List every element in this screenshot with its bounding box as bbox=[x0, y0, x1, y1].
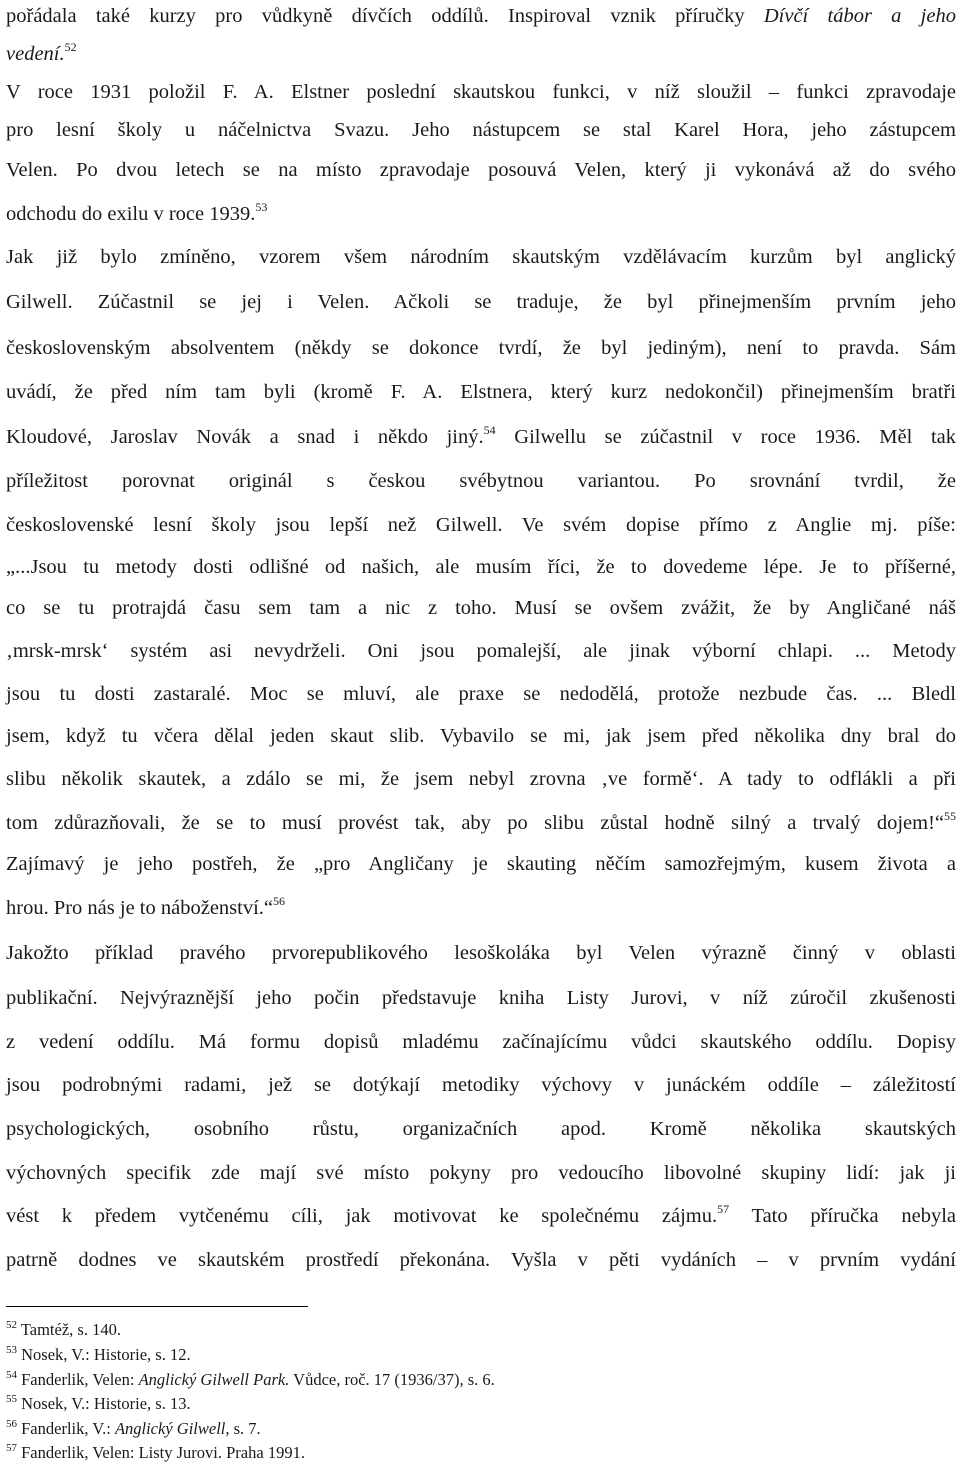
footnote-number: 55 bbox=[6, 1393, 17, 1405]
text-run: Gilwell. Zúčastnil se jej i Velen. Ačkoli se traduje, že byl přinejmenším prvním jeho bbox=[6, 291, 956, 313]
body-line bbox=[6, 116, 956, 144]
footnote-number: 52 bbox=[6, 1319, 17, 1331]
footnote-text: Fanderlik, Velen: bbox=[17, 1370, 139, 1389]
text-run: „...Jsou tu metody dosti odlišné od našich, ale musím říci, že to dovedeme lépe. Je to příšerné, bbox=[6, 556, 956, 578]
body-line bbox=[6, 1071, 956, 1099]
text-run: Gilwellu se zúčastnil v roce 1936. Měl tak bbox=[495, 426, 956, 448]
body-line bbox=[6, 594, 956, 622]
text-run: z vedení oddílu. Má formu dopisů mladému začínajícímu vůdci skautského oddílu. Dopisy bbox=[6, 1031, 956, 1053]
footnote-ref: 52 bbox=[64, 40, 77, 54]
footnote-item bbox=[6, 1394, 906, 1414]
text-run: slibu několik skautek, a zdálo se mi, že jsem nebyl zrovna ‚ve formě‘. A tady to odflákli a při bbox=[6, 768, 956, 790]
body-line bbox=[6, 1115, 956, 1143]
footnote-ref: 57 bbox=[717, 1202, 730, 1216]
text-run: uvádí, že před ním tam byli (kromě F. A. Elstnera, který kurz nedokončil) přinejmenším bratři bbox=[6, 381, 956, 403]
body-line bbox=[6, 553, 956, 581]
footnote-text: Fanderlik, V.: bbox=[17, 1419, 115, 1438]
footnote-item bbox=[6, 1443, 906, 1463]
footnote-text: Fanderlik, Velen: Listy Jurovi. Praha 1991. bbox=[17, 1443, 305, 1462]
text-run: československým absolventem (někdy se dokonce tvrdí, že byl jediným), není to pravda. Sám bbox=[6, 337, 956, 359]
body-line bbox=[6, 722, 956, 750]
text-run: pořádala také kurzy pro vůdkyně dívčích oddílů. Inspiroval vznik příručky bbox=[6, 5, 764, 27]
italic-text: Dívčí tábor a jeho bbox=[763, 5, 956, 27]
footnote-ref: 54 bbox=[483, 423, 496, 437]
footnote-item bbox=[6, 1320, 906, 1340]
footnote-item bbox=[6, 1370, 906, 1390]
text-run: co se tu protrajdá času sem tam a nic z toho. Musí se ovšem zvážit, že by Angličané náš bbox=[6, 597, 956, 619]
footnote-number: 56 bbox=[6, 1418, 17, 1430]
text-run: patrně dodnes ve skautském prostředí překonána. Vyšla v pěti vydáních – v prvním vydání bbox=[6, 1249, 956, 1271]
italic-text: Anglický Gilwell Park. bbox=[138, 1370, 290, 1389]
footnote-text: Tamtéž, s. 140. bbox=[17, 1320, 121, 1339]
body-line bbox=[6, 850, 956, 878]
footnote-ref: 55 bbox=[944, 809, 956, 823]
footnote-text: , s. 7. bbox=[225, 1419, 261, 1438]
body-line bbox=[6, 78, 956, 106]
body-line bbox=[6, 156, 956, 184]
text-run: tom zdůrazňovali, že se to musí provést tak, aby po slibu zůstal hodně silný a trvalý dojem!“ bbox=[6, 812, 944, 834]
text-run: ‚mrsk-mrsk‘ systém asi nevydrželi. Oni jsou pomalejší, ale jinak výborní chlapi. ... Metody bbox=[6, 640, 956, 662]
text-run: V roce 1931 položil F. A. Elstner poslední skautskou funkci, v níž sloužil – funkci zpravodaje bbox=[6, 81, 956, 103]
body-line bbox=[6, 423, 956, 451]
footnote-text: Nosek, V.: Historie, s. 12. bbox=[17, 1345, 191, 1364]
body-line bbox=[6, 40, 956, 68]
footnote-number: 57 bbox=[6, 1442, 17, 1454]
body-line bbox=[6, 378, 956, 406]
text-run: odchodu do exilu v roce 1939. bbox=[6, 203, 256, 225]
body-line bbox=[6, 288, 956, 316]
body-line bbox=[6, 1246, 956, 1274]
text-run: psychologických, osobního růstu, organizačních apod. Kromě několika skautských bbox=[6, 1118, 956, 1140]
text-run: příležitost porovnat originál s českou svébytnou variantou. Po srovnání tvrdil, že bbox=[6, 470, 956, 492]
footnote-ref: 56 bbox=[273, 894, 286, 908]
italic-text: vedení. bbox=[6, 43, 65, 65]
text-run: jsou tu dosti zastaralé. Moc se mluví, ale praxe se nedodělá, protože nezbude čas. ... Bledl bbox=[6, 683, 956, 705]
text-run: vést k předem vytčenému cíli, jak motivovat ke společnému zájmu. bbox=[6, 1205, 718, 1227]
text-run: Kloudové, Jaroslav Novák a snad i někdo jiný. bbox=[6, 426, 484, 448]
footnote-item bbox=[6, 1419, 906, 1439]
text-run: Jakožto příklad pravého prvorepublikového lesoškoláka byl Velen výrazně činný v oblasti bbox=[6, 942, 956, 964]
body-line bbox=[6, 939, 956, 967]
italic-text: Anglický Gilwell bbox=[114, 1419, 226, 1438]
text-run: jsem, když tu včera dělal jeden skaut slib. Vybavilo se mi, jak jsem před několika dny bral do bbox=[6, 725, 956, 747]
footnote-number: 53 bbox=[6, 1344, 17, 1356]
footnote-ref: 53 bbox=[255, 200, 268, 214]
text-run: Zajímavý je jeho postřeh, že „pro Angličany je skauting něčím samozřejmým, kusem života a bbox=[6, 853, 956, 875]
text-run: Jak již bylo zmíněno, vzorem všem národním skautským vzdělávacím kurzům byl anglický bbox=[6, 246, 956, 268]
body-line bbox=[6, 1202, 956, 1230]
body-line bbox=[6, 765, 956, 793]
footnote-number: 54 bbox=[6, 1369, 17, 1381]
body-line bbox=[6, 680, 956, 708]
body-line bbox=[6, 467, 956, 495]
text-run: výchovných specifik zde mají své místo pokyny pro vedoucího libovolné skupiny lidí: jak ji bbox=[6, 1162, 956, 1184]
text-run: Velen. Po dvou letech se na místo zpravodaje posouvá Velen, který ji vykonává až do svého bbox=[6, 159, 956, 181]
text-run: pro lesní školy u náčelnictva Svazu. Jeho nástupcem se stal Karel Hora, jeho zástupcem bbox=[6, 119, 956, 141]
text-run: jsou podrobnými radami, jež se dotýkají metodiky výchovy v junáckém oddíle – záležitostí bbox=[6, 1074, 956, 1096]
body-line bbox=[6, 2, 956, 30]
body-line bbox=[6, 637, 956, 665]
text-run: publikační. Nejvýraznější jeho počin představuje kniha Listy Jurovi, v níž zúročil zkušenosti bbox=[6, 987, 956, 1009]
footnote-item bbox=[6, 1345, 906, 1365]
body-line bbox=[6, 809, 956, 837]
body-line bbox=[6, 334, 956, 362]
body-line bbox=[6, 511, 956, 539]
body-line bbox=[6, 200, 956, 228]
body-line bbox=[6, 894, 956, 922]
footnote-separator bbox=[6, 1306, 308, 1307]
body-line bbox=[6, 1028, 956, 1056]
body-line bbox=[6, 243, 956, 271]
text-run: československé lesní školy jsou lepší než Gilwell. Ve svém dopise přímo z Anglie mj. píše: bbox=[6, 514, 956, 536]
body-line bbox=[6, 984, 956, 1012]
text-run: Tato příručka nebyla bbox=[729, 1205, 956, 1227]
text-run: hrou. Pro nás je to náboženství.“ bbox=[6, 897, 274, 919]
footnote-text: Nosek, V.: Historie, s. 13. bbox=[17, 1394, 191, 1413]
footnote-text: Vůdce, roč. 17 (1936/37), s. 6. bbox=[289, 1370, 495, 1389]
body-line bbox=[6, 1159, 956, 1187]
